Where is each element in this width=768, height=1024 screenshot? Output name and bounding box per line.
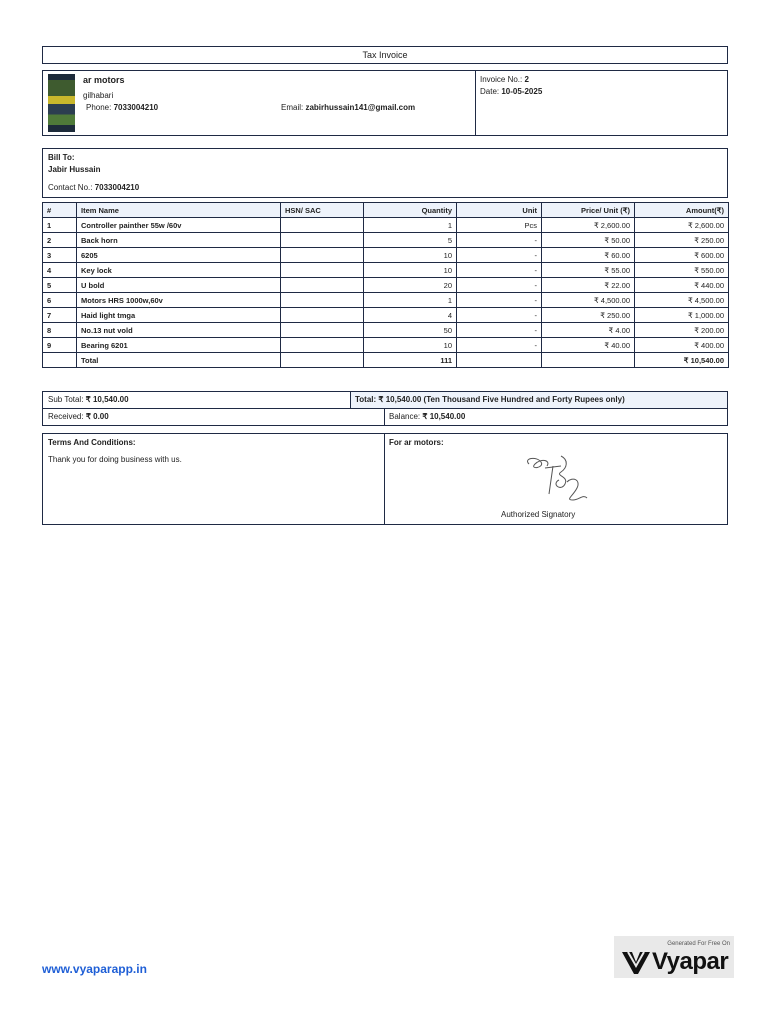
item-name: No.13 nut vold — [77, 323, 281, 338]
subtotal — [48, 395, 129, 404]
hsn-sac — [281, 323, 364, 338]
quantity: 1 — [364, 293, 457, 308]
item-name: Back horn — [77, 233, 281, 248]
row-index: 2 — [43, 233, 77, 248]
total-cell — [542, 353, 635, 368]
amount: ₹ 1,000.00 — [635, 308, 729, 323]
table-row — [43, 293, 729, 308]
subtotal-label: Sub Total: — [48, 395, 84, 404]
table-header-row — [43, 203, 729, 218]
total-words-value: ₹ 10,540.00 (Ten Thousand Five Hundred and Forty Rupees only) — [378, 395, 625, 404]
balance — [389, 412, 465, 421]
unit: - — [457, 263, 542, 278]
company-phone-label: Phone: — [86, 103, 112, 112]
hsn-sac — [281, 263, 364, 278]
bill-to-contact-value: 7033004210 — [94, 183, 140, 192]
item-name: Bearing 6201 — [77, 338, 281, 353]
col-header-quantity: Quantity — [364, 203, 457, 218]
quantity: 10 — [364, 248, 457, 263]
invoice-date — [480, 87, 542, 96]
quantity: 10 — [364, 263, 457, 278]
signatory-for-label: For ar motors: — [389, 438, 444, 447]
vyapar-logo-icon — [622, 952, 650, 974]
quantity: 5 — [364, 233, 457, 248]
quantity: 4 — [364, 308, 457, 323]
vyapar-brand-name: Vyapar — [652, 948, 729, 975]
unit: - — [457, 293, 542, 308]
col-header-amount: Amount(₹) — [635, 203, 729, 218]
row-index: 3 — [43, 248, 77, 263]
table-row — [43, 278, 729, 293]
unit: - — [457, 278, 542, 293]
company-email — [281, 103, 415, 112]
item-name: Motors HRS 1000w,60v — [77, 293, 281, 308]
company-phone — [86, 103, 158, 112]
item-name: U bold — [77, 278, 281, 293]
amount: ₹ 2,600.00 — [635, 218, 729, 233]
col-header-hsn: HSN/ SAC — [281, 203, 364, 218]
item-name: Key lock — [77, 263, 281, 278]
table-row — [43, 308, 729, 323]
item-name: 6205 — [77, 248, 281, 263]
row-index: 7 — [43, 308, 77, 323]
quantity: 20 — [364, 278, 457, 293]
terms-label: Terms And Conditions: — [48, 438, 136, 447]
bill-to-contact-label: Contact No.: — [48, 183, 93, 192]
hsn-sac — [281, 248, 364, 263]
invoice-date-label: Date: — [480, 87, 500, 96]
hsn-sac — [281, 338, 364, 353]
row-index: 1 — [43, 218, 77, 233]
row-index: 8 — [43, 323, 77, 338]
bill-to-contact — [48, 183, 139, 192]
price-per-unit: ₹ 40.00 — [542, 338, 635, 353]
footer-website-link[interactable]: www.vyaparapp.in — [42, 962, 147, 976]
unit: - — [457, 248, 542, 263]
amount: ₹ 250.00 — [635, 233, 729, 248]
invoice-number-label: Invoice No.: — [480, 75, 523, 84]
hsn-sac — [281, 293, 364, 308]
amount: ₹ 4,500.00 — [635, 293, 729, 308]
table-row — [43, 338, 729, 353]
hsn-sac — [281, 308, 364, 323]
quantity: 10 — [364, 338, 457, 353]
vyapar-badge — [614, 936, 734, 978]
row-index: 9 — [43, 338, 77, 353]
company-email-value: zabirhussain141@gmail.com — [305, 103, 416, 112]
table-row — [43, 323, 729, 338]
total-cell — [457, 353, 542, 368]
table-row — [43, 248, 729, 263]
total-label: Total: — [355, 395, 377, 404]
balance-value: ₹ 10,540.00 — [422, 412, 466, 421]
total-amount: ₹ 10,540.00 — [635, 353, 729, 368]
unit: - — [457, 323, 542, 338]
table-row — [43, 233, 729, 248]
item-name: Haid light tmga — [77, 308, 281, 323]
table-total-row — [43, 353, 729, 368]
table-row — [43, 263, 729, 278]
row-index: 5 — [43, 278, 77, 293]
quantity: 50 — [364, 323, 457, 338]
row-index: 6 — [43, 293, 77, 308]
item-name: Controller painther 55w /60v — [77, 218, 281, 233]
terms-section — [42, 433, 728, 525]
totals-section — [42, 391, 728, 426]
company-section — [42, 70, 728, 136]
col-header-unit: Unit — [457, 203, 542, 218]
generated-text: Generated For Free On — [667, 941, 730, 947]
received-label: Received: — [48, 412, 84, 421]
row-index: 4 — [43, 263, 77, 278]
authorized-signatory-label: Authorized Signatory — [501, 510, 576, 519]
unit: - — [457, 233, 542, 248]
bill-to-label: Bill To: — [48, 153, 75, 162]
hsn-sac — [281, 218, 364, 233]
total-label: Total — [77, 353, 281, 368]
price-per-unit: ₹ 50.00 — [542, 233, 635, 248]
bill-to-section — [42, 148, 728, 198]
total-in-words — [355, 395, 625, 404]
unit: - — [457, 338, 542, 353]
col-header-price: Price/ Unit (₹) — [542, 203, 635, 218]
amount: ₹ 440.00 — [635, 278, 729, 293]
price-per-unit: ₹ 4.00 — [542, 323, 635, 338]
document-title: Tax Invoice — [42, 46, 728, 64]
total-cell — [43, 353, 77, 368]
price-per-unit: ₹ 2,600.00 — [542, 218, 635, 233]
items-table — [42, 202, 729, 368]
col-header-index: # — [43, 203, 77, 218]
total-quantity: 111 — [364, 353, 457, 368]
hsn-sac — [281, 233, 364, 248]
table-row — [43, 218, 729, 233]
company-name: ar motors — [83, 75, 125, 85]
unit: - — [457, 308, 542, 323]
hsn-sac — [281, 278, 364, 293]
price-per-unit: ₹ 250.00 — [542, 308, 635, 323]
invoice-number — [480, 75, 529, 84]
amount: ₹ 550.00 — [635, 263, 729, 278]
balance-label: Balance: — [389, 412, 421, 421]
total-cell — [281, 353, 364, 368]
price-per-unit: ₹ 22.00 — [542, 278, 635, 293]
price-per-unit: ₹ 60.00 — [542, 248, 635, 263]
price-per-unit: ₹ 55.00 — [542, 263, 635, 278]
received-value: ₹ 0.00 — [85, 412, 109, 421]
subtotal-value: ₹ 10,540.00 — [85, 395, 129, 404]
invoice-date-value: 10-05-2025 — [501, 87, 543, 96]
company-phone-value: 7033004210 — [113, 103, 159, 112]
terms-text: Thank you for doing business with us. — [48, 455, 182, 464]
bill-to-name: Jabir Hussain — [48, 165, 101, 174]
quantity: 1 — [364, 218, 457, 233]
price-per-unit: ₹ 4,500.00 — [542, 293, 635, 308]
company-address: gilhabari — [83, 91, 114, 100]
amount: ₹ 600.00 — [635, 248, 729, 263]
received — [48, 412, 109, 421]
company-email-label: Email: — [281, 103, 304, 112]
signature-image — [521, 454, 593, 510]
col-header-item-name: Item Name — [77, 203, 281, 218]
invoice-number-value: 2 — [524, 75, 529, 84]
unit: Pcs — [457, 218, 542, 233]
company-logo — [48, 74, 75, 132]
amount: ₹ 200.00 — [635, 323, 729, 338]
amount: ₹ 400.00 — [635, 338, 729, 353]
